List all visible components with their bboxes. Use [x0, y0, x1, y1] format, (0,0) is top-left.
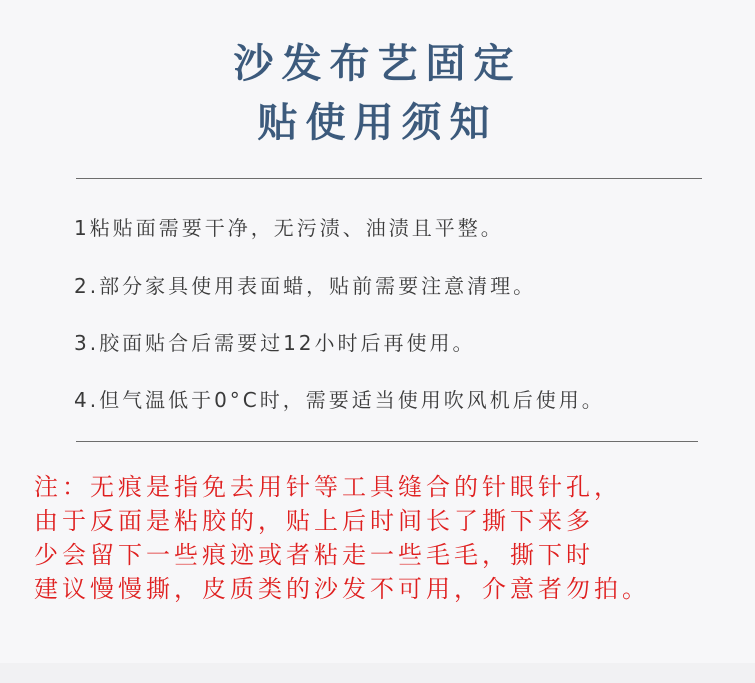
warning-notice [34, 470, 734, 606]
top-divider [76, 178, 702, 179]
title-line-1: 沙发布艺固定 [233, 41, 522, 87]
warning-line-2: 由于反面是粘胶的，贴上后时间长了撕下来多 [34, 507, 594, 535]
usage-note-1: 1粘贴面需要干净，无污渍、油渍且平整。 [74, 216, 504, 240]
title-line-2: 贴使用须知 [257, 100, 498, 146]
bottom-band [0, 663, 755, 683]
warning-line-4: 建议慢慢撕，皮质类的沙发不可用，介意者勿拍。 [34, 575, 650, 603]
usage-note-2: 2.部分家具使用表面蜡，贴前需要注意清理。 [74, 274, 537, 298]
warning-line-3: 少会留下一些痕迹或者粘走一些毛毛，撕下时 [34, 541, 594, 569]
usage-note-4: 4.但气温低于0°C时，需要适当使用吹风机后使用。 [74, 388, 605, 412]
bottom-divider [76, 441, 698, 442]
usage-note-3: 3.胶面贴合后需要过12小时后再使用。 [74, 331, 476, 355]
warning-line-1: 注：无痕是指免去用针等工具缝合的针眼针孔， [34, 473, 622, 501]
